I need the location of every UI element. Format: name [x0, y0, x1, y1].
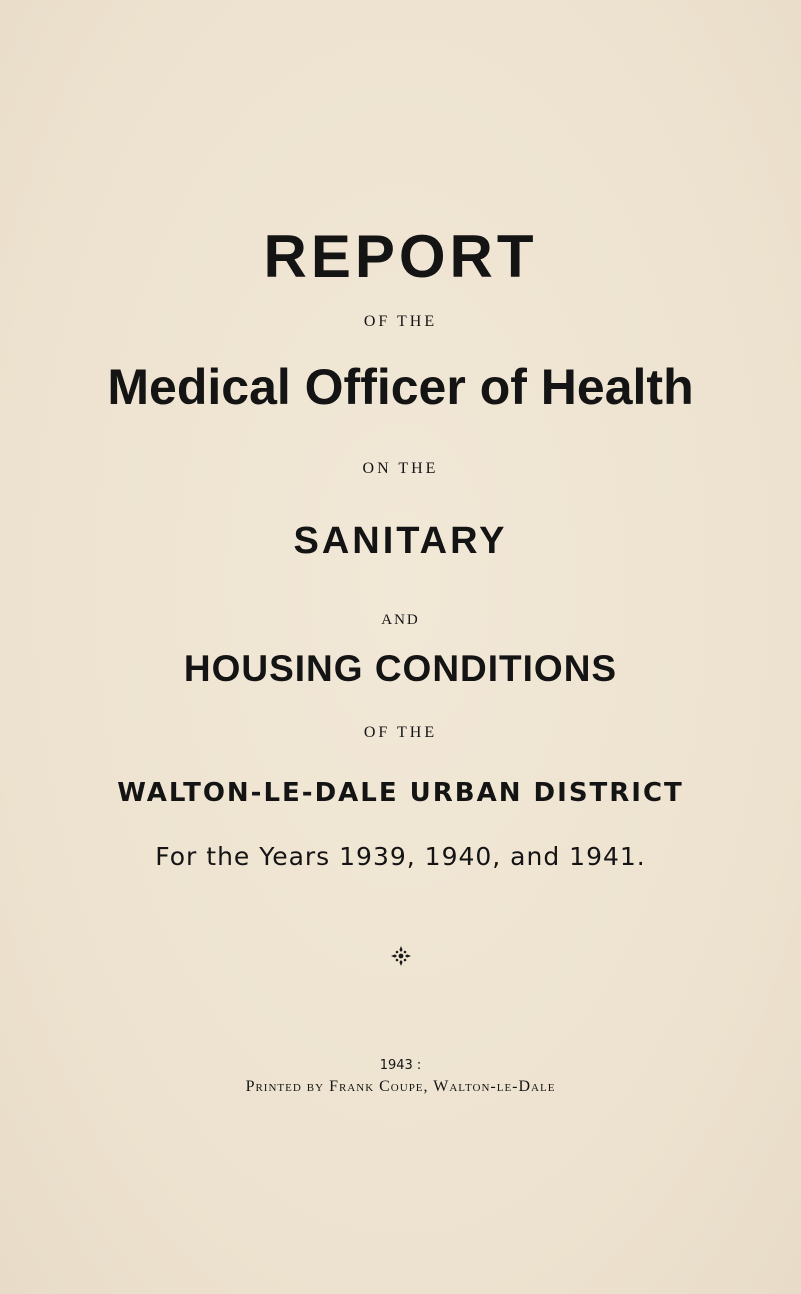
- medical-officer-heading: Medical Officer of Health: [107, 359, 694, 415]
- report-years: For the Years 1939, 1940, and 1941.: [155, 842, 646, 871]
- connector-on-the: ON THE: [362, 460, 439, 477]
- printer-imprint: Printed by Frank Coupe, Walton-le-Dale: [245, 1078, 556, 1095]
- fleuron-ornament-icon: [390, 945, 412, 967]
- publication-year: 1943 :: [379, 1058, 422, 1073]
- district-name: WALTON-LE-DALE URBAN DISTRICT: [117, 778, 684, 808]
- connector-and: AND: [381, 612, 420, 628]
- housing-conditions-heading: HOUSING CONDITIONS: [183, 648, 618, 689]
- connector-of-the-2: OF THE: [363, 724, 438, 741]
- report-title: REPORT: [263, 223, 538, 290]
- connector-of-the: OF THE: [363, 313, 438, 330]
- sanitary-heading: SANITARY: [293, 520, 508, 562]
